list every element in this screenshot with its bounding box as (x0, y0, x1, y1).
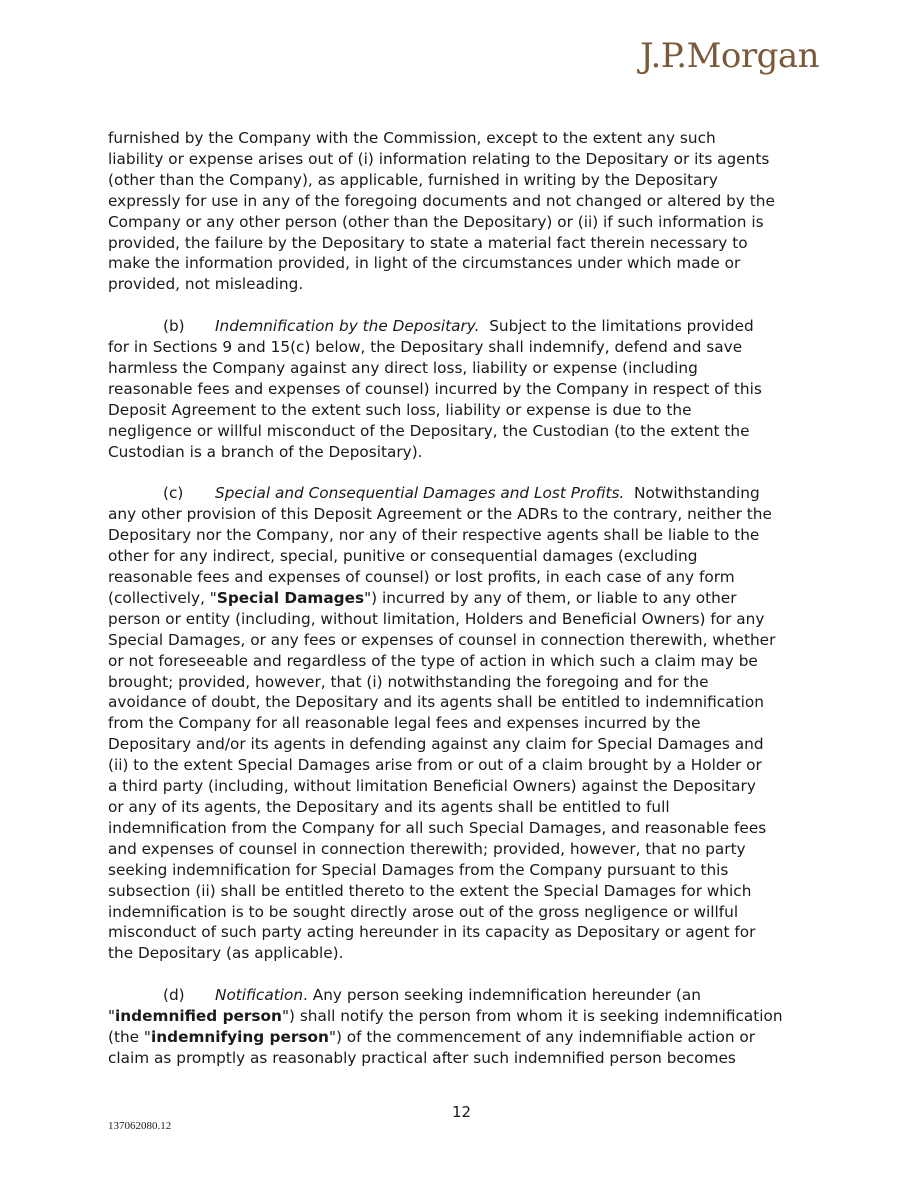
definition-line (108, 1027, 813, 1048)
text-line: Special Damages, or any fees or expenses of counsel in connection therewith, whether (108, 630, 776, 649)
paragraph-c-heading: Special and Consequential Damages and Lost Profits. (215, 484, 625, 503)
page-number: 12 (452, 1103, 472, 1121)
text-line: or not foreseeable and regardless of the type of action in which such a claim may be (108, 651, 758, 670)
text-line: and expenses of counsel in connection therewith; provided, however, that no party (108, 839, 746, 858)
text-line: for in Sections 9 and 15(c) below, the Depositary shall indemnify, defend and save (108, 338, 743, 357)
definition-line (108, 588, 813, 609)
defined-term-indemnified-person: indemnified person (115, 1007, 282, 1026)
def-post: ") incurred by any of them, or liable to any other (364, 588, 737, 607)
text-line: Depositary nor the Company, nor any of their respective agents shall be liable to the (108, 526, 760, 545)
text-line: indemnification from the Company for all such Special Damages, and reasonable fees (108, 818, 767, 837)
paragraph-c-first-line-text: Notwithstanding (624, 484, 760, 503)
text-line: negligence or willful misconduct of the Depositary, the Custodian (to the extent the (108, 421, 750, 440)
defined-term-special-damages: Special Damages (216, 588, 365, 607)
paragraph-c (108, 483, 813, 964)
paragraph-c-first-line (108, 483, 813, 504)
def-post: ") of the commencement of any indemnifiable action or (328, 1027, 756, 1046)
text-line: subsection (ii) shall be entitled thereto to the extent the Special Damages for which (108, 881, 752, 900)
paragraph-c-label: (c) (163, 484, 184, 503)
text-line: (ii) to the extent Special Damages arise from or out of a claim brought by a Holder or (108, 756, 762, 775)
text-line: Depositary and/or its agents in defending against any claim for Special Damages and (108, 735, 764, 754)
text-line: liability or expense arises out of (i) information relating to the Depositary or its agents (108, 149, 770, 168)
text-line: furnished by the Company with the Commission, except to the extent any such (108, 129, 716, 147)
text-line: provided, the failure by the Depositary to state a material fact therein necessary to (108, 233, 748, 252)
document-id: 137062080.12 (108, 1120, 172, 1132)
text-line: make the information provided, in light of the circumstances under which made or (108, 254, 741, 273)
paragraph-b-first-line (108, 316, 813, 337)
text-line: a third party (including, without limitation Beneficial Owners) against the Depositary (108, 777, 756, 796)
text-line: avoidance of doubt, the Depositary and its agents shall be entitled to indemnification (108, 693, 764, 712)
def-pre: " (108, 1007, 116, 1026)
text-line: Deposit Agreement to the extent such loss, liability or expense is due to the (108, 400, 692, 419)
jpmorgan-logo: J.P.Morgan (640, 36, 820, 76)
definition-line (108, 1006, 813, 1027)
paragraph-d-label: (d) (163, 986, 185, 1005)
text-line: brought; provided, however, that (i) notwithstanding the foregoing and for the (108, 672, 709, 691)
paragraph-d-heading: Notification (215, 986, 304, 1005)
text-line: Company or any other person (other than the Depositary) or (ii) if such information is (108, 212, 764, 231)
text-line: seeking indemnification for Special Damages from the Company pursuant to this (108, 860, 729, 879)
text-line: harmless the Company against any direct loss, liability or expense (including (108, 358, 698, 377)
text-line: other for any indirect, special, punitive or consequential damages (excluding (108, 547, 698, 566)
text-line: claim as promptly as reasonably practical after such indemnified person becomes (108, 1048, 736, 1067)
text-line: or any of its agents, the Depositary and its agents shall be entitled to full (108, 797, 670, 816)
paragraph-d-first-line (108, 985, 813, 1006)
paragraph-b-first-line-text: Subject to the limitations provided (479, 317, 754, 336)
text-line: any other provision of this Deposit Agreement or the ADRs to the contrary, neither the (108, 505, 772, 524)
text-line: misconduct of such party acting hereunder in its capacity as Depositary or agent for (108, 923, 756, 942)
document-body (108, 128, 813, 1069)
paragraph-a-continuation (108, 128, 813, 295)
defined-term-indemnifying-person: indemnifying person (150, 1027, 329, 1046)
def-post: ") shall notify the person from whom it is seeking indemnification (281, 1007, 783, 1026)
paragraph-d-first-line-text: . Any person seeking indemnification hereunder (an (303, 986, 701, 1005)
text-line: expressly for use in any of the foregoing documents and not changed or altered by the (108, 191, 775, 210)
text-line: Custodian is a branch of the Depositary). (108, 442, 423, 461)
text-line: reasonable fees and expenses of counsel) or lost profits, in each case of any form (108, 568, 735, 586)
def-pre: (the " (108, 1027, 151, 1046)
paragraph-b-label: (b) (163, 317, 185, 336)
text-line: reasonable fees and expenses of counsel) incurred by the Company in respect of this (108, 379, 762, 398)
text-line: person or entity (including, without limitation, Holders and Beneficial Owners) for any (108, 609, 765, 628)
paragraph-b (108, 316, 813, 462)
text-line: the Depositary (as applicable). (108, 944, 344, 963)
text-line: from the Company for all reasonable legal fees and expenses incurred by the (108, 714, 701, 733)
text-line: indemnification is to be sought directly arose out of the gross negligence or willful (108, 902, 739, 921)
def-pre: (collectively, " (108, 588, 217, 607)
paragraph-d (108, 985, 813, 1069)
paragraph-b-heading: Indemnification by the Depositary. (215, 317, 480, 336)
text-line: provided, not misleading. (108, 275, 304, 294)
text-line: (other than the Company), as applicable, furnished in writing by the Depositary (108, 170, 718, 189)
